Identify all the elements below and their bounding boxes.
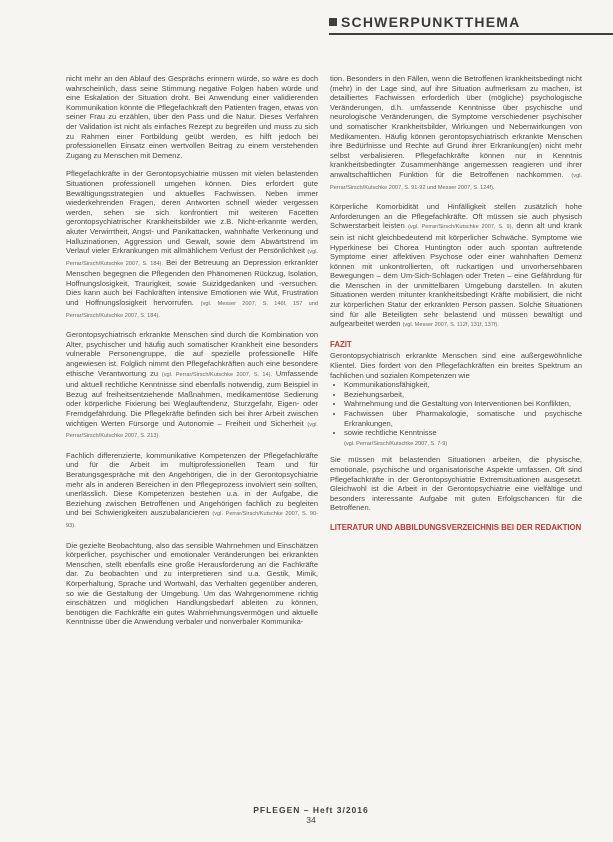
list-item: • Wahrnehmung und die Gestaltung von Interventionen bei Konflikten, bbox=[344, 399, 582, 409]
list-item: • Kommunikationsfähigkeit, bbox=[344, 380, 582, 390]
citation: (vgl. Perrar/Sirsch/Kutschke 2007, S. 9), bbox=[408, 224, 514, 231]
citation: (vgl. Perrar/Sirsch/Kutschke 2007, S. 14). bbox=[161, 371, 272, 378]
list-item: • Fachwissen über Pharmakologie, somatische und psychische Erkrankungen, bbox=[344, 409, 582, 428]
page-number: 34 bbox=[306, 815, 316, 825]
header-square-icon bbox=[329, 18, 337, 26]
citation: (vgl. Perrar/Sirsch/Kutschke 2007, S. 7-9) bbox=[344, 440, 448, 447]
section-header bbox=[329, 14, 613, 34]
literature-heading: LITERATUR UND ABBILDUNGSVERZEICHNIS BEI DER REDAKTION bbox=[330, 522, 582, 532]
page-footer bbox=[236, 805, 386, 825]
list-item: • Beziehungsarbeit, bbox=[344, 390, 582, 400]
paragraph: Fachlich differenzierte, kommunikative Kompetenzen der Pflegefachkräfte und für die Arbeit im multiprofessionellen Team und für Beratungsgespräche mit den Angehörigen, die in der Gerontopsychiatrie mehr als in anderen Bereichen in den Pflegeprozess involviert sein sollten, unerlässlich. Diese Kompetenzen bestehen u.a. in der Aufgabe, die Beziehung zwischen Betroffenen und Angehörigen fachlich zu begleiten und bei Schwierigkeiten auszubalancieren (vgl. Perrar/Sirsch/Kutschke 2007, S. 90-93). bbox=[66, 450, 318, 529]
citation: (vgl. Perrar/Sirsch/Kutschke 2007, S. 91-92 und Messer 2007, S. 124f). bbox=[330, 172, 582, 191]
list-item: • sowie rechtliche Kenntnisse (vgl. Perrar/Sirsch/Kutschke 2007, S. 7-9) bbox=[344, 428, 582, 449]
right-column bbox=[330, 74, 582, 533]
fazit-intro: Gerontopsychiatrisch erkrankte Menschen sind eine außergewöhnliche Klientel. Dies fordert von den Pflegefachkräften ein breites Spektrum an fachlichen und sozialen Kompetenzen wie bbox=[330, 351, 582, 380]
header-rule bbox=[329, 33, 613, 35]
paragraph: Körperliche Komorbidität und Hinfälligkeit stellen zusätzlich hohe Anforderungen an die Pflegefachkräfte. Oft müssen sie auch physisch Schwerstarbeit leisten (vgl. Perrar/Sirsch/Kutschke 2007, S. 9), denn alt und krank sein ist nicht gleichbedeutend mit körperlicher Schwäche. Symptome wie Hyperkinese bei Chorea Huntington oder auch spontan auftretende Symptome einer affektiven Psychose oder einer wahnhaften Demenz können mit unkontrollierten, oft ruckartigen und unvorhersehbaren Bewegungen – dem Um-Sich-Schlagen oder Treten – eine Gefährdung für die Menschen in der unmittelbaren Umgebung darstellen. In akuten Situationen werden mitunter krankheitsbedingt Kräfte mobilisiert, die nicht zur körperlichen Statur der erkrankten Person passen. Solche Situationen sind für alle Beteiligten sehr belastend und müssen bewältigt und aufgearbeitet werden (vgl. Messer 2007, S. 112f, 131f, 137f). bbox=[330, 202, 583, 329]
fazit-heading: FAZIT bbox=[330, 339, 352, 349]
paragraph: Die gezielte Beobachtung, also das sensible Wahrnehmen und Einschätzen körperlicher, psychischer und emotionaler Veränderungen bei erkrankten Menschen, stellt ebenfalls eine große Herausforderung an die Fachkräfte dar. Zu beobachten und zu interpretieren sind u.a. Gestik, Mimik, Körperhaltung, Sprache und Wortwahl, das Verhalten gegenüber anderen, so wie die Gestaltung der Umgebung. Um das Wahrgenommene richtig einschätzen und möglichen Handlungsbedarf ableiten zu können, benötigen die Fachkräfte ein gutes Wahrnehmungsvermögen und aktuelle Kenntnisse über die Anwendung verbaler und nonverbaler Kommunika- bbox=[66, 540, 318, 627]
citation: (vgl. Messer 2007, S. 112f, 131f, 137f). bbox=[402, 322, 499, 329]
journal-issue: PFLEGEN – Heft 3/2016 bbox=[253, 805, 369, 815]
paragraph: tion. Besonders in den Fällen, wenn die Betroffenen krankheitsbedingt nicht (mehr) in der Lage sind, auf ihre Situation aufmerksam zu machen, ist detailliertes Fachwissen erforderlich über (mögliche) psychologische Veränderungen, d.h. umfassende Kenntnisse über psychische und neurologische Veränderungen, die Symptome verschiedener psychischer und somatischer Krankheitsbilder, Wirkungen und Nebenwirkungen von Medikamenten. Häufig können gerontopsychiatrisch erkrankte Menschen ihre Bedürfnisse und Rechte auf Grund ihrer Erkrankung(en) nicht mehr selbst verbalisieren. Pflegefachkräfte können nur in Kenntnis krankheitsbedingter Zusammenhänge angemessen reagieren und ihrer anwaltschaftlichen Funktion für die Betroffenen nachkommen. (vgl. Perrar/Sirsch/Kutschke 2007, S. 91-92 und Messer 2007, S. 124f). bbox=[330, 74, 582, 191]
paragraph: Sie müssen mit belastenden Situationen arbeiten, die physische, emotionale, psychische und organisatorische Aspekte umfassen. Oft sind Pflegefachkräfte in der Gerontopsychiatrie Extremsituationen ausgesetzt. Gleichwohl ist die Arbeit in der Gerontopsychiatrie eine vielfältige und besonders interessante Aufgabe mit guten Erfolgschancen für die Betroffenen. bbox=[330, 455, 582, 513]
citation: (vgl. Perrar/Sirsch/Kutschke 2007, S. 213). bbox=[66, 421, 318, 440]
paragraph: Pflegefachkräfte in der Gerontopsychiatrie müssen mit vielen belastenden Situationen professionell umgehen können. Dies erfordert gute Bewältigungsstrategien und aktuelles Fachwissen. Neben immer wiederkehrenden Fragen, deren Antworten schnell wieder vergessen werden, sehen sie sich konfrontiert mit weiteren Facetten gerontopsychiatrischer Krankheitsbilder wie z.B. Nicht-erkannte werden, akuter Verwirrtheit, Angst- und Panikattacken, wahnhafte Verkennung und Halluzinationen, Aggression und Gewalt, sowie dem Abwärtstrend im Verlauf vieler Erkrankungen mit allmählichem Verlust der Persönlichkeit (vgl. Perrar/Sirsch/Kutschke 2007, S. 184). Bei der Betreuung an Depression erkrankter Menschen begegnen die Pflegenden den Phänomenen Rückzug, Isolation, Hoffnungslosigkeit, Traurigkeit, sowie Suizidgedanken und -versuchen. Dies kann auch bei Fachkräften intensive Emotionen wie Wut, Frustration und Hoffnungslosigkeit hervorrufen. (vgl. Messer 2007, S. 146f, 157 und Perrar/Sirsch/Kutschke 2007, S. 184). bbox=[66, 169, 318, 319]
citation: (vgl. Perrar/Sirsch/Kutschke 2007, S. 90-93). bbox=[66, 511, 318, 529]
left-column bbox=[66, 74, 318, 636]
citation: (vgl. Messer 2007, S. 146f, 157 und Perrar/Sirsch/Kutschke 2007, S. 184). bbox=[66, 301, 318, 319]
fazit-list bbox=[330, 380, 582, 449]
paragraph: nicht mehr an den Ablauf des Gesprächs erinnern würde, so wäre es doch wahrscheinlich, dass seine Stimmung negative Folgen haben würde und eine Eskalation der Situation droht. Bei Anwendung einer validierenden Kommunikation könnte die Pflegefachkraft den Patienten fragen, etwas von seiner Frau zu erzählen, über den Pass und die Natur. Dieses Verfahren der Validation ist nicht als einfaches Rezept zu begreifen und muss zu sich zu Rahmen einer Fortbildung geübt werden, es hilft jedoch bei professionellen Einsatz einen wertvollen Beitrag zu einem verstehenden Zugang zu Menschen mit Demenz. bbox=[66, 74, 318, 160]
section-title: SCHWERPUNKTTHEMA bbox=[341, 14, 521, 30]
citation: (vgl. Perrar/Sirsch/Kutschke 2007, S. 184). bbox=[66, 249, 318, 267]
paragraph: Gerontopsychiatrisch erkrankte Menschen sind durch die Kombination von Alter, psychischer und häufig auch somatischer Krankheit eine besonders vulnerable Personengruppe, die auf spezielle professionelle Hilfe angewiesen ist. Folglich nimmt den Pflegefachkräften auch eine besondere ethische Verantwortung zu (vgl. Perrar/Sirsch/Kutschke 2007, S. 14). Umfassende und aktuell rechtliche Kenntnisse sind ebenfalls notwendig, zum Beispiel in Bezug auf freiheitsentziehende Maßnahmen, medikamentöse Sedierung oder körperliche Fixierung bei Weglauftendenz, Sturzgefahr, Eigen- oder Fremdgefährdung. Die Pflegekräfte befinden sich bei ihrer Arbeit zwischen wichtigen Werten Fürsorge und Autonomie – Freiheit und Sicherheit (vgl. Perrar/Sirsch/Kutschke 2007, S. 213). bbox=[66, 330, 318, 440]
